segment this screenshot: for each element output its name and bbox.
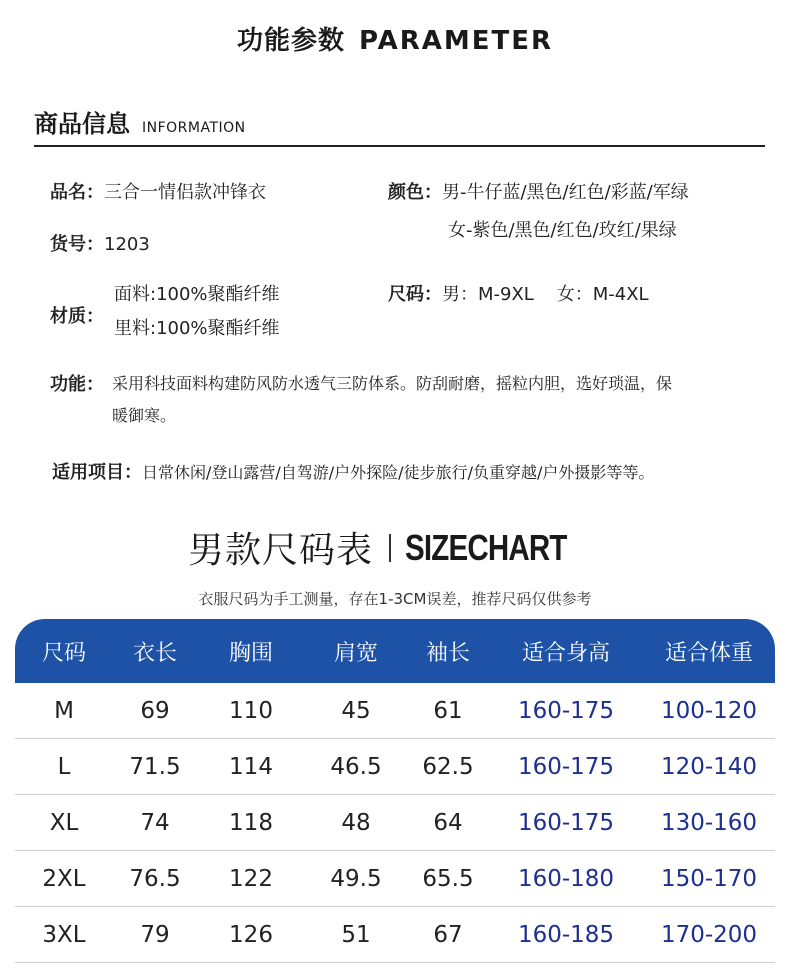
material-outer: 面料:100%聚酯纤维 <box>114 284 280 305</box>
table-cell: 49.5 <box>330 865 382 892</box>
product-size <box>388 280 649 306</box>
header-cell: 适合体重 <box>664 640 753 666</box>
usage-value: 日常休闲/登山露营/自驾游/户外探险/徒步旅行/负重穿越/户外摄影等等。 <box>142 463 655 482</box>
product-color <box>388 178 689 204</box>
usage <box>52 458 654 484</box>
function-label: 功能： <box>50 374 104 395</box>
table-cell: 2XL <box>42 865 86 892</box>
table-cell: XL <box>49 809 79 836</box>
size-label: 尺码： <box>388 284 442 305</box>
page-title-cn: 功能参数 <box>236 26 345 56</box>
table-cell: 46.5 <box>330 753 382 780</box>
table-cell: 160-175 <box>517 697 615 724</box>
size-chart-title <box>0 522 790 573</box>
product-color-women-line <box>448 216 677 242</box>
info-heading-en: INFORMATION <box>142 120 246 136</box>
item-no-value: 1203 <box>104 234 150 255</box>
page-title-en: PARAMETER <box>358 26 554 56</box>
table-cell: 79 <box>140 921 170 948</box>
title-separator <box>389 534 391 562</box>
size-table <box>15 619 775 963</box>
table-cell: 118 <box>229 809 273 836</box>
table-cell: 48 <box>341 809 371 836</box>
table-cell: 69 <box>140 697 170 724</box>
product-color-label: 颜色： <box>388 182 442 203</box>
product-name-value: 三合一情侣款冲锋衣 <box>104 182 266 203</box>
table-row <box>15 739 775 795</box>
material-lining: 里料:100%聚酯纤维 <box>114 318 280 339</box>
page-title <box>0 20 790 57</box>
table-cell: 76.5 <box>129 865 181 892</box>
table-cell: 122 <box>229 865 273 892</box>
table-row <box>15 907 775 963</box>
product-name-label: 品名： <box>50 182 104 203</box>
header-cell: 胸围 <box>228 640 273 666</box>
table-cell: 71.5 <box>129 753 181 780</box>
info-divider <box>34 145 765 147</box>
header-cell: 袖长 <box>425 640 470 666</box>
table-row <box>15 683 775 739</box>
item-no-label: 货号： <box>50 234 104 255</box>
table-cell: 120-140 <box>660 753 758 780</box>
size-chart-note: 衣服尺码为手工测量，存在1-3CM误差，推荐尺码仅供参考 <box>198 590 592 608</box>
table-cell: 160-175 <box>517 809 615 836</box>
table-cell: 74 <box>140 809 170 836</box>
table-cell: 51 <box>341 921 371 948</box>
table-cell: 126 <box>229 921 273 948</box>
info-heading-cn: 商品信息 <box>34 110 130 138</box>
table-cell: 170-200 <box>660 921 758 948</box>
table-cell: M <box>54 697 74 724</box>
size-chart-title-cn: 男款尺码表 <box>187 530 373 571</box>
product-name <box>50 178 266 204</box>
product-item-no <box>50 230 150 256</box>
size-table-header <box>15 619 775 683</box>
table-cell: 67 <box>433 921 463 948</box>
table-cell: 61 <box>433 697 463 724</box>
table-cell: 114 <box>229 753 273 780</box>
table-cell: 45 <box>341 697 371 724</box>
table-cell: 160-185 <box>517 921 615 948</box>
product-color-men: 男-牛仔蓝/黑色/红色/彩蓝/军绿 <box>442 182 689 203</box>
table-row <box>15 795 775 851</box>
info-heading <box>34 104 246 139</box>
table-cell: 62.5 <box>422 753 474 780</box>
function-label-wrap <box>50 370 104 396</box>
size-chart-title-en: SIZECHART <box>405 526 567 568</box>
size-value: 男：M-9XL 女：M-4XL <box>442 284 649 305</box>
table-cell: 160-175 <box>517 753 615 780</box>
table-cell: 100-120 <box>660 697 758 724</box>
table-cell: 64 <box>433 809 463 836</box>
usage-label: 适用项目： <box>52 462 142 483</box>
header-cell: 衣长 <box>132 640 177 666</box>
header-cell: 适合身高 <box>521 640 610 666</box>
product-color-women: 女-紫色/黑色/红色/玫红/果绿 <box>448 220 677 241</box>
header-cell: 尺码 <box>41 640 86 666</box>
table-row <box>15 851 775 907</box>
table-cell: 3XL <box>42 921 86 948</box>
function-line-2: 暖御寒。 <box>112 406 177 425</box>
table-cell: L <box>57 753 71 780</box>
table-cell: 160-180 <box>517 865 615 892</box>
table-cell: 130-160 <box>660 809 758 836</box>
function-line-1: 采用科技面料构建防风防水透气三防体系。防刮耐磨，摇粒内胆，选好琐温，保 <box>112 374 673 393</box>
header-cell: 肩宽 <box>333 640 378 666</box>
material-label-wrap <box>50 302 104 328</box>
material-label: 材质： <box>50 306 104 327</box>
table-cell: 110 <box>229 697 273 724</box>
table-cell: 150-170 <box>660 865 758 892</box>
table-cell: 65.5 <box>422 865 474 892</box>
